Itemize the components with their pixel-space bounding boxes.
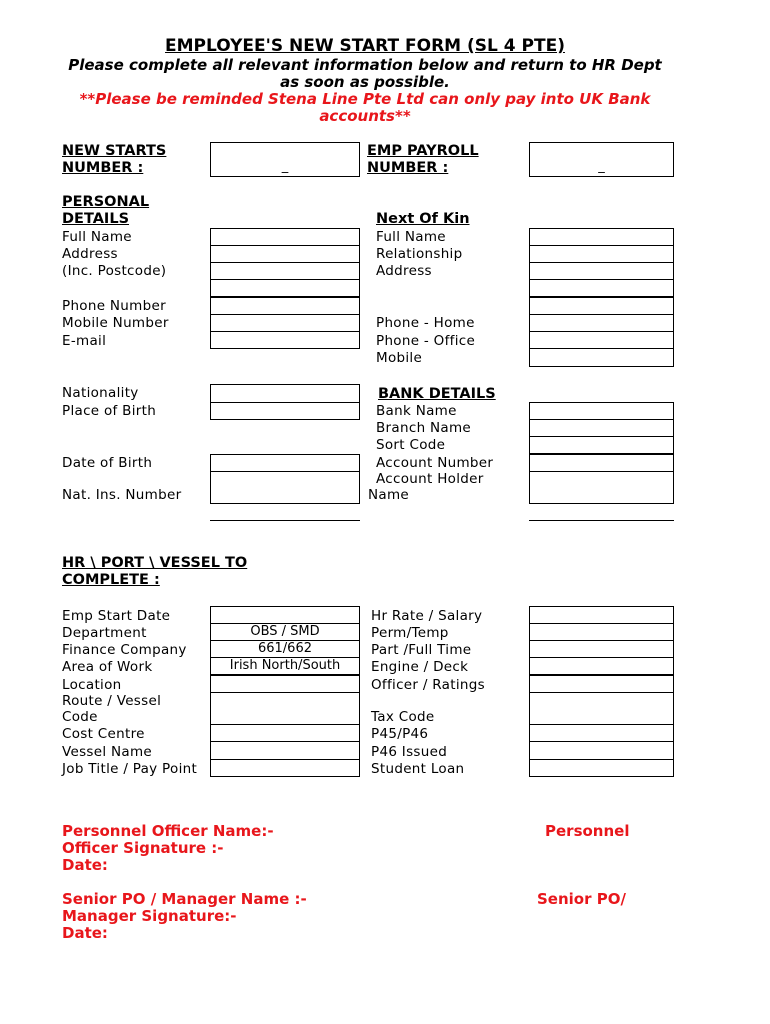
email-label: E-mail: [62, 333, 107, 349]
address-field-2[interactable]: [210, 262, 360, 280]
form-title: EMPLOYEE'S NEW START FORM (SL 4 PTE): [165, 36, 565, 56]
personal-divider: [210, 520, 360, 521]
account-number-label: Account Number: [376, 455, 494, 471]
p45-field[interactable]: [529, 724, 674, 742]
p46-issued-field[interactable]: [529, 741, 674, 760]
nok-relationship-label: Relationship: [376, 246, 463, 262]
place-of-birth-label: Place of Birth: [62, 403, 157, 419]
nok-phone-office-label: Phone - Office: [376, 333, 476, 349]
start-date-field[interactable]: [210, 606, 360, 624]
personal-details-heading: PERSONAL DETAILS: [62, 194, 150, 227]
perm-temp-field[interactable]: [529, 623, 674, 641]
finance-company-field[interactable]: [210, 640, 360, 658]
location-label: Location: [62, 677, 122, 693]
bank-details-heading: BANK DETAILS: [378, 386, 496, 402]
job-title-field[interactable]: [210, 759, 360, 777]
cost-centre-field[interactable]: [210, 724, 360, 742]
hr-rate-field[interactable]: [529, 606, 674, 624]
nok-full-name-label: Full Name: [376, 229, 446, 245]
area-of-work-value: Irish North/South: [229, 658, 341, 673]
nok-phone-home-field[interactable]: [529, 314, 674, 332]
student-loan-label: Student Loan: [371, 761, 465, 777]
nok-full-name-field[interactable]: [529, 228, 674, 246]
nationality-field[interactable]: [210, 384, 360, 403]
bank-reminder: **Please be reminded Stena Line Pte Ltd can only pay into UK Bank accounts**: [79, 90, 651, 125]
p46-issued-label: P46 Issued: [371, 744, 448, 760]
nat-ins-label: Nat. Ins. Number: [62, 487, 182, 503]
account-holder-label: Account Holder: [376, 471, 484, 487]
address-label: Address: [62, 246, 118, 262]
nok-phone-office-field[interactable]: [529, 331, 674, 349]
place-of-birth-field[interactable]: [210, 402, 360, 420]
full-name-field[interactable]: [210, 228, 360, 246]
bank-name-label: Bank Name: [376, 403, 457, 419]
emp-payroll-label: EMP PAYROLL NUMBER :: [367, 143, 479, 176]
finance-company-label: Finance Company: [62, 642, 187, 658]
emp-payroll-field[interactable]: [529, 142, 674, 177]
area-of-work-field[interactable]: [210, 657, 360, 675]
part-full-field[interactable]: [529, 640, 674, 658]
route-code-label: Code: [62, 709, 98, 725]
account-number-field[interactable]: [529, 454, 674, 472]
personnel-officer-signature-label: Officer Signature :-: [62, 839, 224, 857]
date-of-birth-label: Date of Birth: [62, 455, 153, 471]
address-field-3[interactable]: [210, 279, 360, 297]
emp-payroll-value: _: [598, 159, 605, 174]
route-vessel-label: Route / Vessel: [62, 693, 162, 709]
job-title-label: Job Title / Pay Point: [62, 761, 198, 777]
senior-po-name-label: Senior PO / Manager Name :-: [62, 890, 307, 908]
address-field-1[interactable]: [210, 245, 360, 263]
new-starts-field[interactable]: [210, 142, 360, 177]
nationality-label: Nationality: [62, 385, 139, 401]
nok-relationship-field[interactable]: [529, 245, 674, 263]
nok-phone-home-label: Phone - Home: [376, 315, 475, 331]
phone-number-field[interactable]: [210, 297, 360, 315]
sort-code-label: Sort Code: [376, 437, 446, 453]
perm-temp-label: Perm/Temp: [371, 625, 449, 641]
manager-signature-label: Manager Signature:-: [62, 907, 237, 925]
finance-company-value: 661/662: [257, 641, 312, 656]
department-label: Department: [62, 625, 147, 641]
start-date-label: Emp Start Date: [62, 608, 171, 624]
student-loan-field[interactable]: [529, 759, 674, 777]
instruction-text: Please complete all relevant information below and return to HR Dept as soon as possible.: [68, 56, 662, 91]
bank-divider: [529, 520, 674, 521]
nok-address-field-3[interactable]: [529, 297, 674, 315]
nok-address-label: Address: [376, 263, 432, 279]
email-field[interactable]: [210, 331, 360, 349]
new-starts-label: NEW STARTS NUMBER :: [62, 143, 167, 176]
senior-date-label: Date:: [62, 924, 108, 942]
personnel-officer-name-label: Personnel Officer Name:-: [62, 822, 274, 840]
new-starts-value: _: [281, 159, 289, 174]
p45-label: P45/P46: [371, 726, 429, 742]
branch-name-label: Branch Name: [376, 420, 472, 436]
hr-section-heading: HR \ PORT \ VESSEL TO COMPLETE :: [62, 555, 248, 588]
tax-code-label: Tax Code: [371, 709, 435, 725]
part-full-label: Part /Full Time: [371, 642, 472, 658]
area-of-work-label: Area of Work: [62, 659, 153, 675]
nok-mobile-field[interactable]: [529, 348, 674, 367]
account-holder-field[interactable]: [529, 471, 674, 504]
senior-po-right-label: Senior PO/: [537, 890, 626, 908]
date-of-birth-field[interactable]: [210, 454, 360, 472]
officer-ratings-field[interactable]: [529, 675, 674, 693]
hr-rate-label: Hr Rate / Salary: [371, 608, 483, 624]
mobile-number-field[interactable]: [210, 314, 360, 332]
personnel-right-label: Personnel: [545, 822, 630, 840]
engine-deck-label: Engine / Deck: [371, 659, 469, 675]
location-field[interactable]: [210, 675, 360, 693]
officer-ratings-label: Officer / Ratings: [371, 677, 485, 693]
mobile-number-label: Mobile Number: [62, 315, 169, 331]
nok-address-field-2[interactable]: [529, 279, 674, 297]
nok-address-field-1[interactable]: [529, 262, 674, 280]
next-of-kin-heading: Next Of Kin: [376, 211, 470, 227]
personnel-date-label: Date:: [62, 856, 108, 874]
postcode-label: (Inc. Postcode): [62, 263, 167, 279]
department-field[interactable]: [210, 623, 360, 641]
full-name-label: Full Name: [62, 229, 132, 245]
account-holder-name-label: Name: [368, 487, 410, 503]
tax-code-field[interactable]: [529, 692, 674, 725]
route-vessel-field[interactable]: [210, 692, 360, 725]
phone-number-label: Phone Number: [62, 298, 166, 314]
vessel-name-field[interactable]: [210, 741, 360, 760]
bank-name-field[interactable]: [529, 402, 674, 420]
nat-ins-field[interactable]: [210, 471, 360, 504]
cost-centre-label: Cost Centre: [62, 726, 145, 742]
vessel-name-label: Vessel Name: [62, 744, 153, 760]
department-value: OBS / SMD: [250, 624, 320, 639]
sort-code-field[interactable]: [529, 436, 674, 454]
nok-mobile-label: Mobile: [376, 350, 423, 366]
engine-deck-field[interactable]: [529, 657, 674, 675]
branch-name-field[interactable]: [529, 419, 674, 437]
